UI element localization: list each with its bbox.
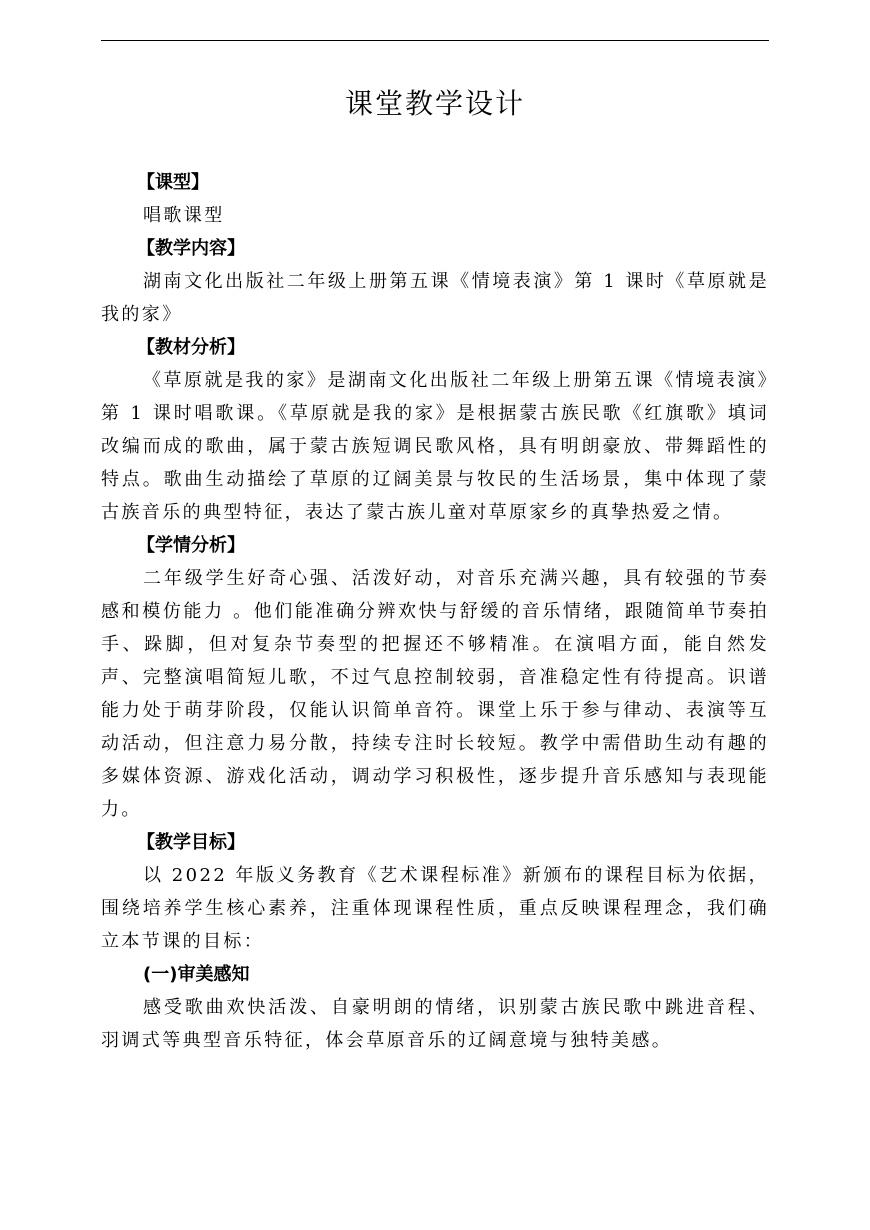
section-body-teaching-content: 湖南文化出版社二年级上册第五课《情境表演》第 1 课时《草原就是我的家》 (101, 271, 769, 325)
section-heading-material-analysis: 【教材分析】 (137, 337, 245, 358)
header-rule (101, 40, 769, 41)
section-body-student-analysis: 二年级学生好奇心强、活泼好动，对音乐充满兴趣，具有较强的节奏感和模仿能力 。他们能准确分辨欢快与舒缓的音乐情绪，跟随简单节奏拍手、跺脚，但对复杂节奏型的把握还不够精准。在演唱方面，能自然发声、完整演唱简短儿歌，不过气息控制较弱，音准稳定性有待提高。识谱能力处于萌芽阶段，仅能认识简单音符。课堂上乐于参与律动、表演等互动活动，但注意力易分散，持续专注时长较短。教学中需借助生动有趣的多媒体资源、游戏化活动，调动学习积极性，逐步提升音乐感知与表现能力。 (101, 568, 769, 820)
subsection-heading-aesthetic-perception: (一)审美感知 (143, 964, 250, 985)
document-title: 课堂教学设计 (344, 87, 525, 120)
section-heading-student-analysis: 【学情分析】 (137, 535, 245, 556)
section-body-teaching-goals: 以 2022 年版义务教育《艺术课程标准》新颁布的课程目标为依据，围绕培养学生核心素养，注重体现课程性质，重点反映课程理念，我们确立本节课的目标： (101, 865, 769, 952)
section-body-material-analysis: 《草原就是我的家》是湖南文化出版社二年级上册第五课《情境表演》第 1 课时唱歌课。《草原就是我的家》是根据蒙古族民歌《红旗歌》填词改编而成的歌曲，属于蒙古族短调民歌风格，具有明朗豪放、带舞蹈性的特点。歌曲生动描绘了草原的辽阔美景与牧民的生活场景，集中体现了蒙古族音乐的典型特征，表达了蒙古族儿童对草原家乡的真挚热爱之情。 (101, 370, 769, 523)
document-body (101, 166, 769, 1057)
section-heading-teaching-goals: 【教学目标】 (137, 832, 245, 853)
section-heading-lesson-type: 【课型】 (137, 172, 209, 193)
section-body-lesson-type: 唱歌课型 (143, 205, 225, 226)
subsection-body-aesthetic-perception: 感受歌曲欢快活泼、自豪明朗的情绪，识别蒙古族民歌中跳进音程、羽调式等典型音乐特征，体会草原音乐的辽阔意境与独特美感。 (101, 997, 769, 1051)
section-heading-teaching-content: 【教学内容】 (137, 238, 245, 259)
